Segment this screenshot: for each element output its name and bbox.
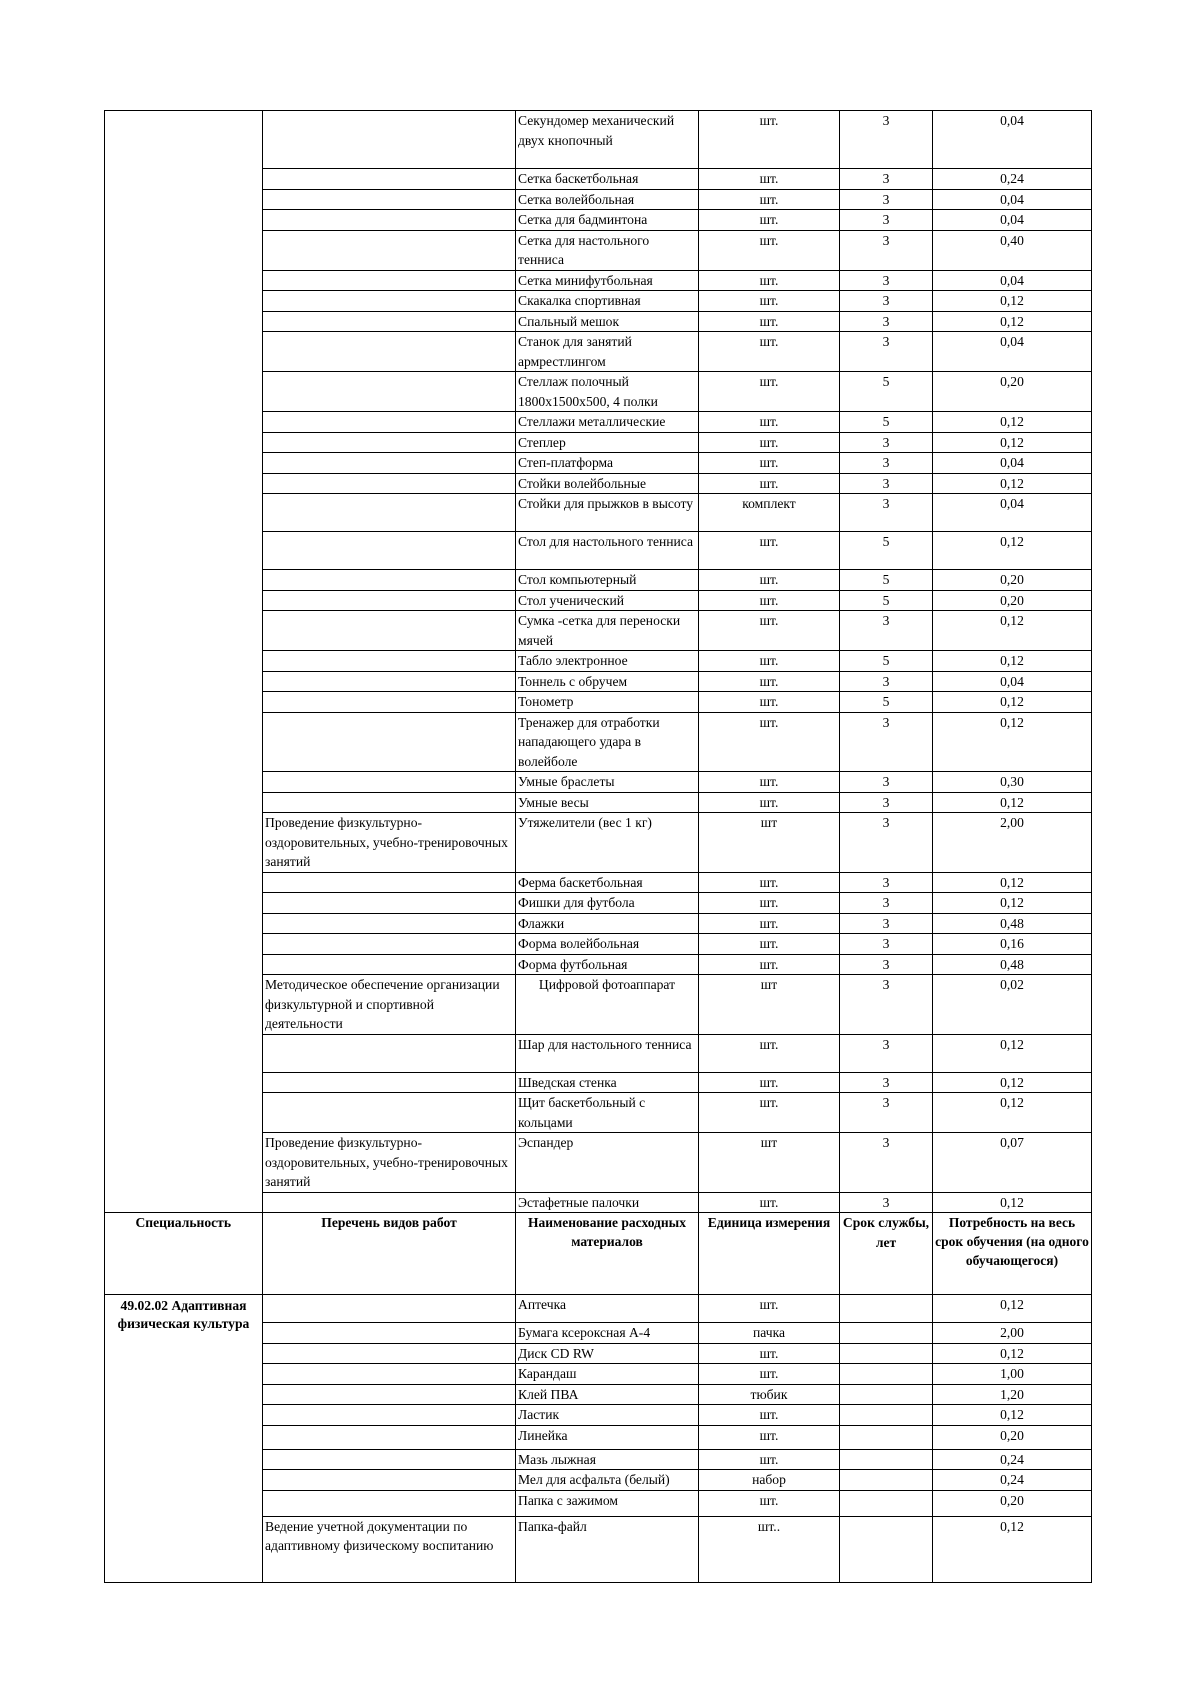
table-header-row xyxy=(105,1213,1092,1295)
material-name-cell: Спальный мешок xyxy=(516,311,699,332)
table-row xyxy=(105,1295,1092,1323)
material-name-cell: Диск CD RW xyxy=(516,1343,699,1364)
header-materials: Наименование расходных материалов xyxy=(516,1213,699,1295)
need-cell: 0,12 xyxy=(933,532,1092,570)
service-life-cell: 3 xyxy=(840,712,933,772)
unit-cell: шт. xyxy=(699,671,840,692)
service-life-cell: 3 xyxy=(840,954,933,975)
material-name-cell: Бумага ксероксная А-4 xyxy=(516,1323,699,1344)
work-type-cell xyxy=(263,111,516,169)
service-life-cell: 3 xyxy=(840,1072,933,1093)
unit-cell: шт. xyxy=(699,372,840,412)
service-life-cell: 5 xyxy=(840,412,933,433)
material-name-cell: Умные весы xyxy=(516,792,699,813)
need-cell: 0,07 xyxy=(933,1133,1092,1193)
need-cell: 0,12 xyxy=(933,1034,1092,1072)
header-need: Потребность на весь срок обучения (на одного обучающегося) xyxy=(933,1213,1092,1295)
work-type-cell xyxy=(263,1490,516,1516)
need-cell: 0,12 xyxy=(933,1343,1092,1364)
material-name-cell: Форма волейбольная xyxy=(516,934,699,955)
unit-cell: шт. xyxy=(699,1034,840,1072)
material-name-cell: Скакалка спортивная xyxy=(516,291,699,312)
work-type-cell xyxy=(263,473,516,494)
material-name-cell: Папка с зажимом xyxy=(516,1490,699,1516)
service-life-cell xyxy=(840,1405,933,1426)
material-name-cell: Мазь лыжная xyxy=(516,1449,699,1470)
work-type-cell xyxy=(263,311,516,332)
work-type-cell xyxy=(263,1192,516,1213)
service-life-cell: 3 xyxy=(840,1034,933,1072)
unit-cell: шт. xyxy=(699,872,840,893)
unit-cell: шт. xyxy=(699,1192,840,1213)
material-name-cell: Щит баскетбольный с кольцами xyxy=(516,1093,699,1133)
need-cell: 0,30 xyxy=(933,772,1092,793)
service-life-cell: 3 xyxy=(840,230,933,270)
need-cell: 0,24 xyxy=(933,1449,1092,1470)
work-type-cell xyxy=(263,872,516,893)
specialty-name: 49.02.02 Адаптивная физическая культура xyxy=(105,1295,263,1583)
need-cell: 0,12 xyxy=(933,1516,1092,1582)
need-cell: 0,48 xyxy=(933,954,1092,975)
need-cell: 0,12 xyxy=(933,712,1092,772)
unit-cell: шт. xyxy=(699,590,840,611)
material-name-cell: Шведская стенка xyxy=(516,1072,699,1093)
material-name-cell: Клей ПВА xyxy=(516,1384,699,1405)
unit-cell: шт. xyxy=(699,473,840,494)
need-cell: 0,04 xyxy=(933,189,1092,210)
work-type-cell: Проведение физкультурно-оздоровительных, учебно-тренировочных занятий xyxy=(263,813,516,873)
material-name-cell: Тоннель с обручем xyxy=(516,671,699,692)
work-type-cell xyxy=(263,291,516,312)
work-type-cell xyxy=(263,893,516,914)
unit-cell: шт. xyxy=(699,311,840,332)
need-cell: 0,12 xyxy=(933,872,1092,893)
unit-cell: шт. xyxy=(699,712,840,772)
unit-cell: шт. xyxy=(699,453,840,474)
work-type-cell xyxy=(263,712,516,772)
material-name-cell: Сумка -сетка для переноски мячей xyxy=(516,611,699,651)
service-life-cell: 3 xyxy=(840,913,933,934)
need-cell: 1,20 xyxy=(933,1384,1092,1405)
service-life-cell: 3 xyxy=(840,975,933,1035)
material-name-cell: Степ-платформа xyxy=(516,453,699,474)
service-life-cell: 3 xyxy=(840,432,933,453)
service-life-cell: 5 xyxy=(840,651,933,672)
work-type-cell xyxy=(263,913,516,934)
service-life-cell: 3 xyxy=(840,872,933,893)
work-type-cell xyxy=(263,210,516,231)
unit-cell: шт. xyxy=(699,692,840,713)
service-life-cell: 3 xyxy=(840,671,933,692)
need-cell: 0,12 xyxy=(933,651,1092,672)
work-type-cell xyxy=(263,532,516,570)
material-name-cell: Тонометр xyxy=(516,692,699,713)
service-life-cell: 5 xyxy=(840,372,933,412)
unit-cell: набор xyxy=(699,1470,840,1491)
service-life-cell xyxy=(840,1323,933,1344)
unit-cell: шт. xyxy=(699,1449,840,1470)
unit-cell: шт. xyxy=(699,1295,840,1323)
service-life-cell: 3 xyxy=(840,772,933,793)
need-cell: 0,20 xyxy=(933,1425,1092,1449)
need-cell: 0,04 xyxy=(933,453,1092,474)
need-cell: 0,12 xyxy=(933,611,1092,651)
material-name-cell: Ферма баскетбольная xyxy=(516,872,699,893)
unit-cell: шт xyxy=(699,813,840,873)
unit-cell: пачка xyxy=(699,1323,840,1344)
work-type-cell xyxy=(263,1323,516,1344)
need-cell: 0,40 xyxy=(933,230,1092,270)
unit-cell: шт. xyxy=(699,1490,840,1516)
unit-cell: шт. xyxy=(699,432,840,453)
material-name-cell: Цифровой фотоаппарат xyxy=(516,975,699,1035)
unit-cell: шт. xyxy=(699,111,840,169)
need-cell: 0,12 xyxy=(933,1072,1092,1093)
unit-cell: шт. xyxy=(699,611,840,651)
work-type-cell xyxy=(263,412,516,433)
material-name-cell: Эстафетные палочки xyxy=(516,1192,699,1213)
work-type-cell xyxy=(263,1470,516,1491)
materials-table xyxy=(104,110,1092,1583)
material-name-cell: Карандаш xyxy=(516,1364,699,1385)
work-type-cell: Ведение учетной документации по адаптивному физическому воспитанию xyxy=(263,1516,516,1582)
service-life-cell xyxy=(840,1364,933,1385)
material-name-cell: Утяжелители (вес 1 кг) xyxy=(516,813,699,873)
material-name-cell: Ластик xyxy=(516,1405,699,1426)
material-name-cell: Эспандер xyxy=(516,1133,699,1193)
need-cell: 0,04 xyxy=(933,210,1092,231)
work-type-cell xyxy=(263,1034,516,1072)
service-life-cell xyxy=(840,1490,933,1516)
header-unit: Единица измерения xyxy=(699,1213,840,1295)
unit-cell: шт. xyxy=(699,532,840,570)
need-cell: 0,12 xyxy=(933,412,1092,433)
service-life-cell xyxy=(840,1295,933,1323)
work-type-cell xyxy=(263,230,516,270)
service-life-cell: 3 xyxy=(840,494,933,532)
work-type-cell xyxy=(263,651,516,672)
need-cell: 0,12 xyxy=(933,291,1092,312)
material-name-cell: Шар для настольного тенниса xyxy=(516,1034,699,1072)
unit-cell: шт. xyxy=(699,570,840,591)
header-service-life: Срок службы, лет xyxy=(840,1213,933,1295)
material-name-cell: Степлер xyxy=(516,432,699,453)
service-life-cell: 3 xyxy=(840,311,933,332)
service-life-cell: 5 xyxy=(840,590,933,611)
material-name-cell: Форма футбольная xyxy=(516,954,699,975)
service-life-cell: 3 xyxy=(840,1133,933,1193)
material-name-cell: Фишки для футбола xyxy=(516,893,699,914)
need-cell: 0,12 xyxy=(933,792,1092,813)
work-type-cell xyxy=(263,1384,516,1405)
need-cell: 2,00 xyxy=(933,813,1092,873)
service-life-cell: 3 xyxy=(840,332,933,372)
work-type-cell xyxy=(263,954,516,975)
need-cell: 0,04 xyxy=(933,111,1092,169)
need-cell: 0,12 xyxy=(933,432,1092,453)
unit-cell: шт. xyxy=(699,1425,840,1449)
service-life-cell xyxy=(840,1516,933,1582)
work-type-cell xyxy=(263,792,516,813)
material-name-cell: Флажки xyxy=(516,913,699,934)
material-name-cell: Линейка xyxy=(516,1425,699,1449)
service-life-cell xyxy=(840,1425,933,1449)
work-type-cell xyxy=(263,1295,516,1323)
unit-cell: шт. xyxy=(699,169,840,190)
unit-cell: шт. xyxy=(699,934,840,955)
need-cell: 0,12 xyxy=(933,692,1092,713)
material-name-cell: Аптечка xyxy=(516,1295,699,1323)
unit-cell: шт. xyxy=(699,332,840,372)
service-life-cell xyxy=(840,1343,933,1364)
work-type-cell xyxy=(263,1425,516,1449)
work-type-cell xyxy=(263,372,516,412)
material-name-cell: Сетка волейбольная xyxy=(516,189,699,210)
service-life-cell xyxy=(840,1470,933,1491)
unit-cell: шт. xyxy=(699,1343,840,1364)
work-type-cell xyxy=(263,772,516,793)
need-cell: 0,20 xyxy=(933,1490,1092,1516)
service-life-cell: 3 xyxy=(840,893,933,914)
material-name-cell: Тренажер для отработки нападающего удара в волейболе xyxy=(516,712,699,772)
material-name-cell: Сетка баскетбольная xyxy=(516,169,699,190)
material-name-cell: Секундомер механический двух кнопочный xyxy=(516,111,699,169)
header-work-types: Перечень видов работ xyxy=(263,1213,516,1295)
unit-cell: шт. xyxy=(699,270,840,291)
service-life-cell: 3 xyxy=(840,1192,933,1213)
service-life-cell: 3 xyxy=(840,189,933,210)
unit-cell: шт. xyxy=(699,651,840,672)
work-type-cell xyxy=(263,189,516,210)
service-life-cell xyxy=(840,1384,933,1405)
material-name-cell: Папка-файл xyxy=(516,1516,699,1582)
unit-cell: шт. xyxy=(699,1364,840,1385)
need-cell: 0,04 xyxy=(933,494,1092,532)
material-name-cell: Сетка для бадминтона xyxy=(516,210,699,231)
service-life-cell: 5 xyxy=(840,692,933,713)
material-name-cell: Стеллаж полочный 1800х1500х500, 4 полки xyxy=(516,372,699,412)
need-cell: 0,04 xyxy=(933,671,1092,692)
unit-cell: шт.. xyxy=(699,1516,840,1582)
unit-cell: шт. xyxy=(699,913,840,934)
unit-cell: комплект xyxy=(699,494,840,532)
material-name-cell: Станок для занятий армрестлингом xyxy=(516,332,699,372)
unit-cell: шт. xyxy=(699,772,840,793)
need-cell: 0,24 xyxy=(933,1470,1092,1491)
work-type-cell xyxy=(263,453,516,474)
specialty-cell-empty xyxy=(105,111,263,1213)
unit-cell: шт xyxy=(699,975,840,1035)
work-type-cell xyxy=(263,332,516,372)
unit-cell: шт. xyxy=(699,291,840,312)
work-type-cell xyxy=(263,1405,516,1426)
need-cell: 0,12 xyxy=(933,1295,1092,1323)
service-life-cell: 3 xyxy=(840,291,933,312)
unit-cell: тюбик xyxy=(699,1384,840,1405)
unit-cell: шт. xyxy=(699,954,840,975)
unit-cell: шт. xyxy=(699,1405,840,1426)
work-type-cell xyxy=(263,1093,516,1133)
material-name-cell: Сетка для настольного тенниса xyxy=(516,230,699,270)
work-type-cell: Проведение физкультурно-оздоровительных, учебно-тренировочных занятий xyxy=(263,1133,516,1193)
need-cell: 0,04 xyxy=(933,332,1092,372)
header-specialty: Специальность xyxy=(105,1213,263,1295)
material-name-cell: Сетка минифутбольная xyxy=(516,270,699,291)
work-type-cell xyxy=(263,692,516,713)
unit-cell: шт. xyxy=(699,210,840,231)
work-type-cell xyxy=(263,1364,516,1385)
need-cell: 0,02 xyxy=(933,975,1092,1035)
work-type-cell xyxy=(263,169,516,190)
unit-cell: шт. xyxy=(699,893,840,914)
need-cell: 0,12 xyxy=(933,893,1092,914)
unit-cell: шт. xyxy=(699,792,840,813)
work-type-cell xyxy=(263,432,516,453)
need-cell: 0,12 xyxy=(933,1093,1092,1133)
work-type-cell xyxy=(263,934,516,955)
table-row xyxy=(105,111,1092,169)
unit-cell: шт xyxy=(699,1133,840,1193)
need-cell: 0,16 xyxy=(933,934,1092,955)
service-life-cell: 3 xyxy=(840,934,933,955)
need-cell: 0,12 xyxy=(933,311,1092,332)
service-life-cell: 5 xyxy=(840,570,933,591)
unit-cell: шт. xyxy=(699,230,840,270)
service-life-cell: 3 xyxy=(840,792,933,813)
material-name-cell: Стол ученический xyxy=(516,590,699,611)
material-name-cell: Стол компьютерный xyxy=(516,570,699,591)
service-life-cell: 3 xyxy=(840,473,933,494)
need-cell: 0,12 xyxy=(933,1192,1092,1213)
need-cell: 1,00 xyxy=(933,1364,1092,1385)
unit-cell: шт. xyxy=(699,189,840,210)
need-cell: 0,12 xyxy=(933,1405,1092,1426)
need-cell: 0,20 xyxy=(933,590,1092,611)
service-life-cell xyxy=(840,1449,933,1470)
need-cell: 0,20 xyxy=(933,372,1092,412)
work-type-cell xyxy=(263,1343,516,1364)
service-life-cell: 3 xyxy=(840,210,933,231)
work-type-cell xyxy=(263,611,516,651)
material-name-cell: Стойки для прыжков в высоту xyxy=(516,494,699,532)
service-life-cell: 3 xyxy=(840,270,933,291)
work-type-cell xyxy=(263,1072,516,1093)
material-name-cell: Табло электронное xyxy=(516,651,699,672)
material-name-cell: Стеллажи металлические xyxy=(516,412,699,433)
material-name-cell: Умные браслеты xyxy=(516,772,699,793)
need-cell: 0,04 xyxy=(933,270,1092,291)
need-cell: 0,24 xyxy=(933,169,1092,190)
unit-cell: шт. xyxy=(699,1072,840,1093)
work-type-cell xyxy=(263,570,516,591)
service-life-cell: 3 xyxy=(840,453,933,474)
service-life-cell: 3 xyxy=(840,111,933,169)
need-cell: 0,48 xyxy=(933,913,1092,934)
service-life-cell: 3 xyxy=(840,1093,933,1133)
service-life-cell: 5 xyxy=(840,532,933,570)
unit-cell: шт. xyxy=(699,1093,840,1133)
work-type-cell xyxy=(263,494,516,532)
work-type-cell xyxy=(263,270,516,291)
material-name-cell: Мел для асфальта (белый) xyxy=(516,1470,699,1491)
need-cell: 2,00 xyxy=(933,1323,1092,1344)
work-type-cell xyxy=(263,671,516,692)
work-type-cell xyxy=(263,590,516,611)
material-name-cell: Стол для настольного тенниса xyxy=(516,532,699,570)
need-cell: 0,12 xyxy=(933,473,1092,494)
service-life-cell: 3 xyxy=(840,611,933,651)
service-life-cell: 3 xyxy=(840,813,933,873)
service-life-cell: 3 xyxy=(840,169,933,190)
work-type-cell xyxy=(263,1449,516,1470)
unit-cell: шт. xyxy=(699,412,840,433)
work-type-cell: Методическое обеспечение организации физкультурной и спортивной деятельности xyxy=(263,975,516,1035)
need-cell: 0,20 xyxy=(933,570,1092,591)
material-name-cell: Стойки волейбольные xyxy=(516,473,699,494)
